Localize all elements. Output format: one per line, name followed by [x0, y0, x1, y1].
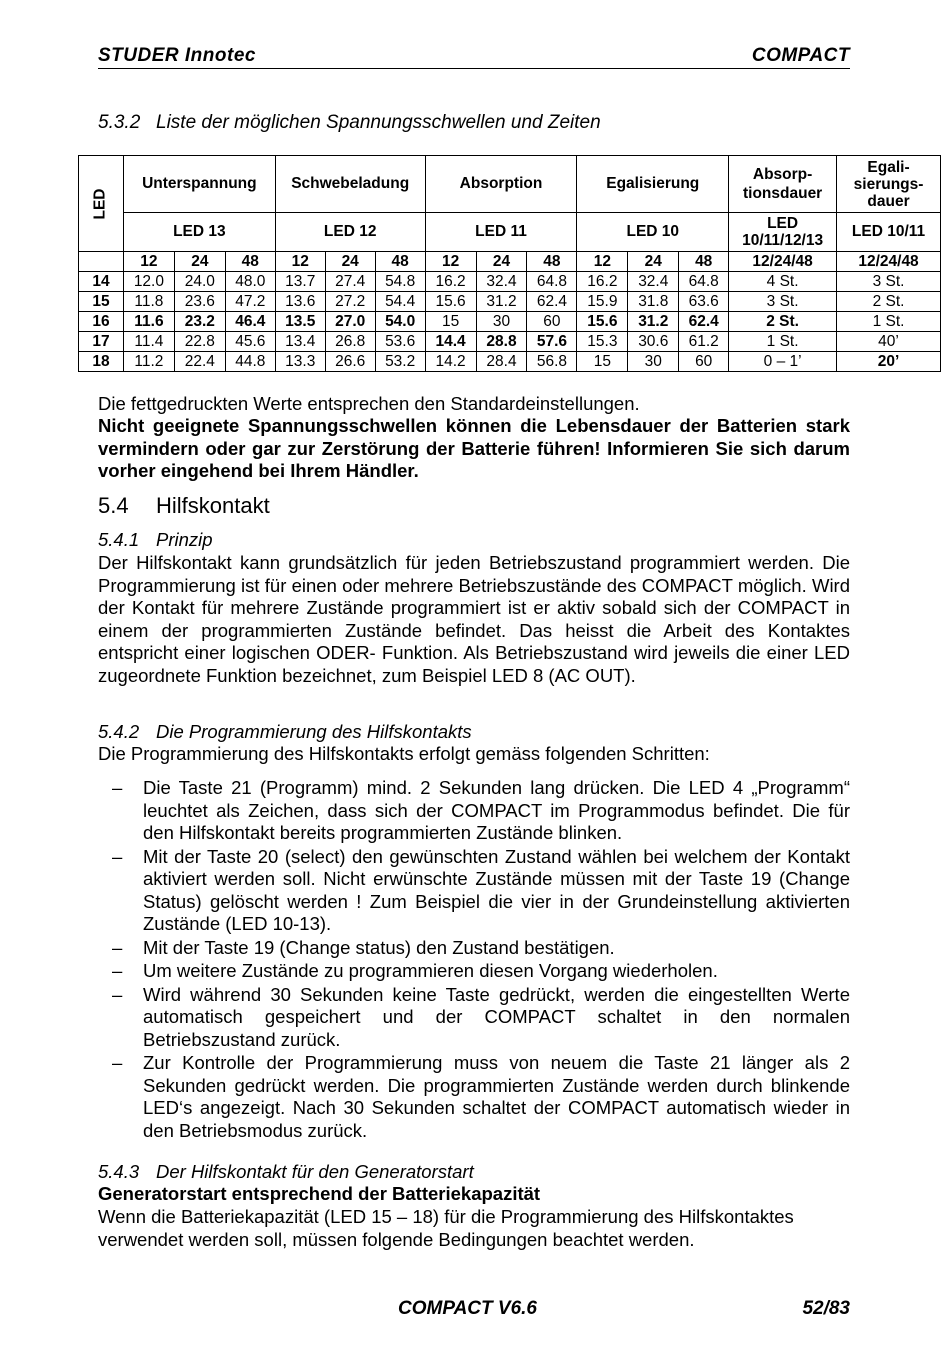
section-542-heading — [98, 721, 472, 743]
table-cell: 62.4 — [679, 312, 729, 332]
section-541-heading — [98, 529, 213, 551]
led-assignment: LED 12 — [275, 213, 425, 252]
table-cell: 20’ — [837, 352, 941, 372]
table-cell: 32.4 — [628, 272, 679, 292]
table-cell: 30 — [476, 312, 527, 332]
table-cell: 1 St. — [837, 312, 941, 332]
led-assignment: LED 13 — [123, 213, 275, 252]
led-number-cell: 15 — [79, 292, 124, 312]
corner-cell — [79, 252, 124, 272]
section-54-heading — [98, 493, 270, 519]
table-cell: 60 — [679, 352, 729, 372]
note-standard-values: Die fettgedruckten Werte entsprechen den Standardeinstellungen. — [98, 393, 640, 414]
table-cell: 3 St. — [837, 272, 941, 292]
table-cell: 57.6 — [527, 332, 577, 352]
section-title: Prinzip — [156, 529, 213, 550]
table-cell: 22.4 — [174, 352, 225, 372]
list-item — [98, 960, 850, 983]
section-number: 5.4.1 — [98, 529, 140, 550]
led-number-cell: 17 — [79, 332, 124, 352]
table-cell: 53.6 — [375, 332, 425, 352]
table-cell: 15 — [425, 312, 476, 332]
table-cell: 16.2 — [425, 272, 476, 292]
table-cell: 31.2 — [628, 312, 679, 332]
table-cell: 26.8 — [325, 332, 375, 352]
group-header: Egalisierung — [577, 156, 729, 213]
table-cell: 24.0 — [174, 272, 225, 292]
group-header: Unterspannung — [123, 156, 275, 213]
programming-steps-list — [98, 777, 850, 1143]
table-cell: 15.6 — [425, 292, 476, 312]
table-row — [79, 292, 941, 312]
table-cell: 13.6 — [275, 292, 325, 312]
led-assignment: LED 10/11 — [837, 213, 941, 252]
equalization-duration-header: Egali- sierungs- dauer — [837, 156, 941, 213]
table-cell: 11.8 — [123, 292, 174, 312]
table-cell: 15.6 — [577, 312, 628, 332]
led-number-cell: 18 — [79, 352, 124, 372]
table-cell: 11.6 — [123, 312, 174, 332]
table-cell: 23.2 — [174, 312, 225, 332]
dash-bullet: – — [112, 777, 123, 798]
table-cell: 64.8 — [527, 272, 577, 292]
section-532-heading — [98, 112, 601, 134]
section-543-subtitle: Generatorstart entsprechend der Batteriekapazität — [98, 1183, 541, 1204]
voltage-subheader: 12 — [425, 252, 476, 272]
dash-bullet: – — [112, 845, 123, 867]
section-543-body: Wenn die Batteriekapazität (LED 15 – 18) für die Programmierung des Hilfskontaktes verwendet werden soll, müssen folgende Bedingungen beachtet werden. — [98, 1206, 794, 1250]
section-541-body: Der Hilfskontakt kann grundsätzlich für jeden Betriebszustand programmiert werden. Die Programmierung ist für einen oder mehrere Betriebszustände des COMPACT möglich. Wird der Kontakt für mehrere Zustände programmiert ist er aktiv sobald sich der COMPACT in einem der programmierten Zustände befindet. Das heisst die Arbeit des Kontaktes entspricht einer logischen ODER- Funktion. Als Betriebszustand wird jeweils die einer LED zugeordnete Funktion bezeichnet, zum Beispiel LED 8 (AC OUT). — [98, 552, 850, 686]
section-title: Hilfskontakt — [156, 493, 270, 518]
table-cell: 54.0 — [375, 312, 425, 332]
list-item-text: Zur Kontrolle der Programmierung muss von neuem die Taste 21 länger als 2 Sekunden gedrückt werden. Die programmierten Zustände werden durch blinkende LED‘s angezeigt. Nach 30 Sekunden schaltet der COMPACT automatisch wieder in den Betriebsmodus zurück. — [143, 1052, 850, 1141]
table-row — [79, 332, 941, 352]
table-cell: 2 St. — [837, 292, 941, 312]
list-item-text: Mit der Taste 19 (Change status) den Zustand bestätigen. — [143, 936, 615, 958]
list-item — [98, 1052, 850, 1142]
section-number: 5.3.2 — [98, 112, 141, 133]
section-number: 5.4.2 — [98, 721, 140, 742]
section-542-intro: Die Programmierung des Hilfskontakts erfolgt gemäss folgenden Schritten: — [98, 743, 710, 764]
table-cell: 13.7 — [275, 272, 325, 292]
table-cell: 13.5 — [275, 312, 325, 332]
table-cell: 53.2 — [375, 352, 425, 372]
voltage-subheader: 48 — [225, 252, 275, 272]
footer-page-number: 52/83 — [802, 1298, 850, 1319]
table-cell: 28.4 — [476, 352, 527, 372]
dash-bullet: – — [112, 983, 123, 1005]
voltage-subheader: 12/24/48 — [837, 252, 941, 272]
table-cell: 3 St. — [729, 292, 837, 312]
voltage-subheader: 24 — [325, 252, 375, 272]
table-cell: 40’ — [837, 332, 941, 352]
table-cell: 27.4 — [325, 272, 375, 292]
list-item — [98, 937, 850, 960]
table-cell: 14.4 — [425, 332, 476, 352]
table-body — [79, 272, 941, 372]
table-cell: 15.3 — [577, 332, 628, 352]
table-cell: 54.4 — [375, 292, 425, 312]
voltage-threshold-table — [78, 155, 941, 372]
voltage-subheader: 24 — [476, 252, 527, 272]
table-cell: 27.0 — [325, 312, 375, 332]
voltage-subheader: 24 — [174, 252, 225, 272]
table-row — [79, 312, 941, 332]
table-cell: 30.6 — [628, 332, 679, 352]
led-assignment: LED 10 — [577, 213, 729, 252]
list-item — [98, 984, 850, 1052]
list-item-text: Wird während 30 Sekunden keine Taste gedrückt, werden die eingestellten Werte automatisch gespeichert und der COMPACT schaltet in den normalen Betriebszustand zurück. — [143, 983, 850, 1050]
table-cell: 44.8 — [225, 352, 275, 372]
table-row — [79, 272, 941, 292]
led-number-cell: 14 — [79, 272, 124, 292]
led-assignment: LED 11 — [425, 213, 577, 252]
table-cell: 15.9 — [577, 292, 628, 312]
table-cell: 28.8 — [476, 332, 527, 352]
table-cell: 13.4 — [275, 332, 325, 352]
dash-bullet: – — [112, 936, 123, 958]
group-header: Schwebeladung — [275, 156, 425, 213]
footer-document-name: COMPACT V6.6 — [398, 1298, 538, 1319]
table-cell: 11.4 — [123, 332, 174, 352]
table-cell: 32.4 — [476, 272, 527, 292]
voltage-subheader: 48 — [679, 252, 729, 272]
absorption-duration-header: Absorp- tionsdauer — [729, 156, 837, 213]
table-row — [79, 352, 941, 372]
table-cell: 2 St. — [729, 312, 837, 332]
led-column-header: LED — [79, 156, 124, 252]
table-cell: 62.4 — [527, 292, 577, 312]
voltage-subheader: 24 — [628, 252, 679, 272]
list-item-text: Mit der Taste 20 (select) den gewünschten Zustand wählen bei welchem der Kontakt aktiviert werden soll. Nicht erwünschte Zustände müssen mit der Taste 19 (Change Status) gelöscht werden ! Zum Beispiel die vier in der Grundeinstellung aktivierten Zustände (LED 10-13). — [143, 845, 850, 934]
table-cell: 0 – 1’ — [729, 352, 837, 372]
dash-bullet: – — [112, 960, 123, 981]
table-cell: 26.6 — [325, 352, 375, 372]
section-number: 5.4 — [98, 493, 129, 518]
list-item-text: Um weitere Zustände zu programmieren diesen Vorgang wiederholen. — [143, 960, 718, 981]
table-cell: 47.2 — [225, 292, 275, 312]
voltage-subheader: 12 — [123, 252, 174, 272]
section-title: Der Hilfskontakt für den Generatorstart — [156, 1161, 474, 1182]
table-cell: 30 — [628, 352, 679, 372]
page-header — [98, 44, 850, 69]
table-cell: 22.8 — [174, 332, 225, 352]
dash-bullet: – — [112, 1052, 123, 1073]
led-number-cell: 16 — [79, 312, 124, 332]
voltage-subheader: 12 — [577, 252, 628, 272]
voltage-subheader: 12 — [275, 252, 325, 272]
voltage-subheader: 48 — [527, 252, 577, 272]
table-cell: 61.2 — [679, 332, 729, 352]
table-cell: 14.2 — [425, 352, 476, 372]
table-cell: 48.0 — [225, 272, 275, 292]
table-cell: 31.8 — [628, 292, 679, 312]
list-item-text: Die Taste 21 (Programm) mind. 2 Sekunden lang drücken. Die LED 4 „Programm“ leuchtet als Zeichen, dass sich der COMPACT im Programmodus befindet. Die für den Hilfskontakt bereits programmierten Zustände blinken. — [143, 777, 850, 843]
product-name: COMPACT — [751, 45, 850, 66]
table-cell: 64.8 — [679, 272, 729, 292]
table-cell: 15 — [577, 352, 628, 372]
table-cell: 27.2 — [325, 292, 375, 312]
group-header: Absorption — [425, 156, 577, 213]
table-cell: 46.4 — [225, 312, 275, 332]
table-cell: 12.0 — [123, 272, 174, 292]
section-543-heading — [98, 1161, 474, 1183]
table-cell: 54.8 — [375, 272, 425, 292]
section-number: 5.4.3 — [98, 1161, 140, 1182]
voltage-subheader: 12/24/48 — [729, 252, 837, 272]
page-footer — [98, 1298, 850, 1320]
brand-logo-text: STUDER Innotec — [98, 45, 256, 66]
section-title: Liste der möglichen Spannungsschwellen und Zeiten — [156, 112, 601, 133]
list-item — [98, 777, 850, 845]
list-item — [98, 846, 850, 936]
table-cell: 45.6 — [225, 332, 275, 352]
voltage-subheader: 48 — [375, 252, 425, 272]
table-cell: 1 St. — [729, 332, 837, 352]
table-cell: 63.6 — [679, 292, 729, 312]
section-title: Die Programmierung des Hilfskontakts — [156, 721, 472, 742]
table-cell: 23.6 — [174, 292, 225, 312]
table-cell: 4 St. — [729, 272, 837, 292]
warning-note: Nicht geeignete Spannungsschwellen können die Lebensdauer der Batterien stark vermindern oder gar zur Zerstörung der Batterie führen! Informieren Sie sich darum vorher eingehend bei Ihrem Händler. — [98, 415, 850, 481]
table-cell: 56.8 — [527, 352, 577, 372]
led-assignment: LED 10/11/12/13 — [729, 213, 837, 252]
table-cell: 11.2 — [123, 352, 174, 372]
table-cell: 13.3 — [275, 352, 325, 372]
table-cell: 16.2 — [577, 272, 628, 292]
table-cell: 31.2 — [476, 292, 527, 312]
table-cell: 60 — [527, 312, 577, 332]
